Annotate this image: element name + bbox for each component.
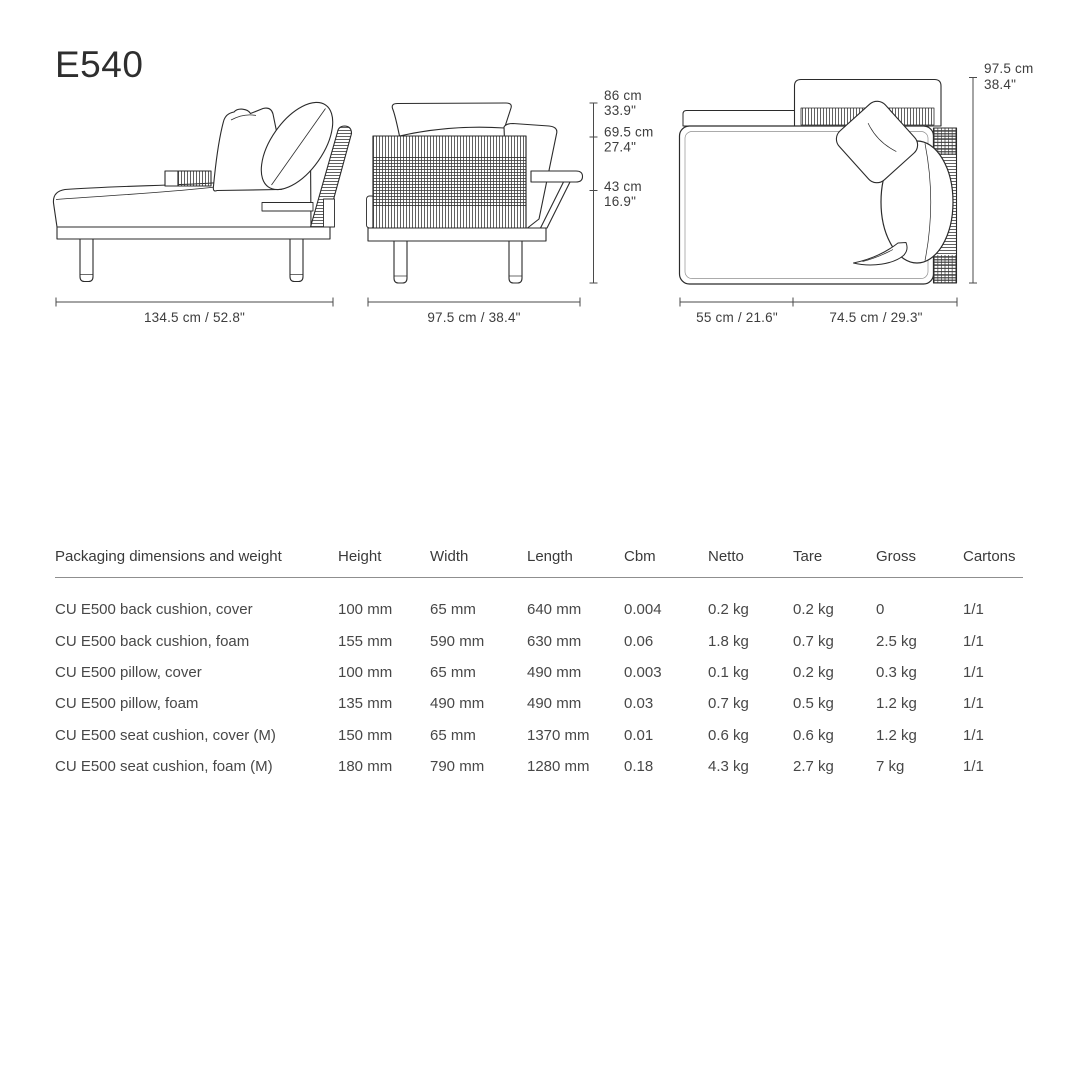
column-header: Cartons	[963, 541, 1023, 578]
table-cell: 1/1	[963, 632, 984, 650]
column-header: Netto	[708, 541, 793, 578]
dim-label-left: 55 cm / 21.6"	[696, 310, 778, 325]
table-cell: 1/1	[963, 601, 984, 619]
dim-top-view-depths	[680, 298, 957, 326]
dim-front-view-heights	[590, 88, 654, 283]
left-leg	[394, 241, 407, 283]
table-cell: 100 mm	[338, 601, 393, 619]
table-cell: 0	[876, 601, 885, 619]
dim-label-total-in: 33.9"	[604, 103, 637, 118]
back-leg	[290, 239, 303, 282]
table-cell: 135 mm	[338, 695, 393, 713]
table-cell: 490 mm	[527, 695, 582, 713]
dim-top-view-height	[969, 61, 1033, 283]
base-rail	[57, 227, 330, 239]
table-cell: 590 mm	[430, 632, 485, 650]
table-cell: 1.8 kg	[708, 632, 749, 650]
dim-label-arm-cm: 43 cm	[604, 179, 642, 194]
table-cell: 1/1	[963, 726, 984, 744]
armrest	[531, 171, 583, 182]
table-cell: CU E500 pillow, cover	[55, 663, 202, 681]
dim-line	[969, 78, 977, 284]
front-view-drawing	[367, 103, 583, 283]
back-cushion	[392, 103, 511, 136]
table-cell: CU E500 pillow, foam	[55, 695, 199, 713]
dim-side-view-width	[56, 298, 333, 326]
table-cell: 2.7 kg	[793, 758, 834, 776]
column-header: Width	[430, 541, 527, 578]
dim-label-right: 74.5 cm / 29.3"	[829, 310, 923, 325]
top-view-drawing	[680, 80, 957, 285]
table-cell: 0.18	[624, 758, 654, 776]
table-cell: CU E500 seat cushion, cover (M)	[55, 726, 276, 744]
dim-label-total-cm: 86 cm	[604, 88, 642, 103]
table-cell: 2.5 kg	[876, 632, 917, 650]
table-cell: 0.004	[624, 601, 662, 619]
table-cell: 180 mm	[338, 758, 393, 776]
dim-front-view-width	[368, 298, 580, 326]
table-row	[55, 657, 1023, 688]
table-cell: 1.2 kg	[876, 726, 917, 744]
packaging-table	[55, 541, 1023, 782]
page-title: E540	[55, 44, 144, 85]
dim-line	[56, 298, 333, 307]
dim-line	[680, 298, 957, 307]
table-cell: 0.2 kg	[793, 601, 834, 619]
right-leg	[509, 241, 522, 283]
table-row	[55, 688, 1023, 719]
table-cell: 490 mm	[430, 695, 485, 713]
column-header: Gross	[876, 541, 963, 578]
table-cell: 0.7 kg	[793, 632, 834, 650]
table-cell: 490 mm	[527, 663, 582, 681]
table-cell: 640 mm	[527, 601, 582, 619]
dim-line	[368, 298, 580, 307]
table-cell: 150 mm	[338, 726, 393, 744]
table-cell: 1280 mm	[527, 758, 590, 776]
dim-label-cm: 97.5 cm	[984, 61, 1034, 76]
dim-label-arm-in: 16.9"	[604, 194, 637, 209]
dim-label: 97.5 cm / 38.4"	[427, 310, 521, 325]
table-cell: 1.2 kg	[876, 695, 917, 713]
table-cell: 100 mm	[338, 663, 393, 681]
table-cell: 0.5 kg	[793, 695, 834, 713]
column-header: Height	[338, 541, 430, 578]
side-view-drawing	[53, 90, 351, 281]
dim-line	[590, 103, 598, 283]
column-header: Length	[527, 541, 624, 578]
table-row	[55, 578, 1023, 626]
table-cell: 0.2 kg	[793, 663, 834, 681]
table-cell: 0.003	[624, 663, 662, 681]
table-cell: 1/1	[963, 758, 984, 776]
dim-label-back-cm: 69.5 cm	[604, 124, 654, 140]
table-cell: 1/1	[963, 663, 984, 681]
table-header-row	[55, 541, 1023, 578]
table-cell: 0.2 kg	[708, 601, 749, 619]
table-row	[55, 625, 1023, 656]
table-cell: 7 kg	[876, 758, 905, 776]
technical-drawings	[0, 0, 1080, 340]
table-cell: 630 mm	[527, 632, 582, 650]
dim-label: 134.5 cm / 52.8"	[143, 310, 246, 325]
table-cell: 0.01	[624, 726, 654, 744]
front-leg	[80, 239, 93, 282]
column-header: Tare	[793, 541, 876, 578]
woven-side-panel	[373, 136, 526, 228]
table-row	[55, 751, 1023, 782]
table-body	[55, 578, 1023, 783]
dim-label-in: 38.4"	[984, 77, 1017, 92]
table-cell: 0.03	[624, 695, 654, 713]
column-header: Packaging dimensions and weight	[55, 541, 338, 578]
table-cell: 155 mm	[338, 632, 393, 650]
table-cell: CU E500 back cushion, cover	[55, 601, 253, 619]
table-row	[55, 720, 1023, 751]
column-header: Cbm	[624, 541, 708, 578]
armrest-woven	[178, 171, 211, 186]
table-cell: CU E500 back cushion, foam	[55, 632, 250, 650]
table-cell: 65 mm	[430, 726, 476, 744]
table-cell: 65 mm	[430, 663, 476, 681]
table-cell: 1/1	[963, 695, 984, 713]
table-cell: 790 mm	[430, 758, 485, 776]
table-cell: 0.6 kg	[708, 726, 749, 744]
table-cell: 65 mm	[430, 601, 476, 619]
table-cell: 0.6 kg	[793, 726, 834, 744]
rear-frame-post	[324, 199, 335, 227]
table-cell: CU E500 seat cushion, foam (M)	[55, 758, 273, 776]
frame-ledge	[262, 203, 313, 212]
table-cell: 0.3 kg	[876, 663, 917, 681]
table-cell: 0.06	[624, 632, 654, 650]
base-rail	[368, 228, 546, 241]
table-cell: 0.7 kg	[708, 695, 749, 713]
table-cell: 0.1 kg	[708, 663, 749, 681]
table-cell: 1370 mm	[527, 726, 590, 744]
table-cell: 4.3 kg	[708, 758, 749, 776]
frame-bar	[683, 111, 795, 127]
dim-label-back-in: 27.4"	[604, 139, 637, 155]
armrest-cap	[165, 171, 178, 186]
